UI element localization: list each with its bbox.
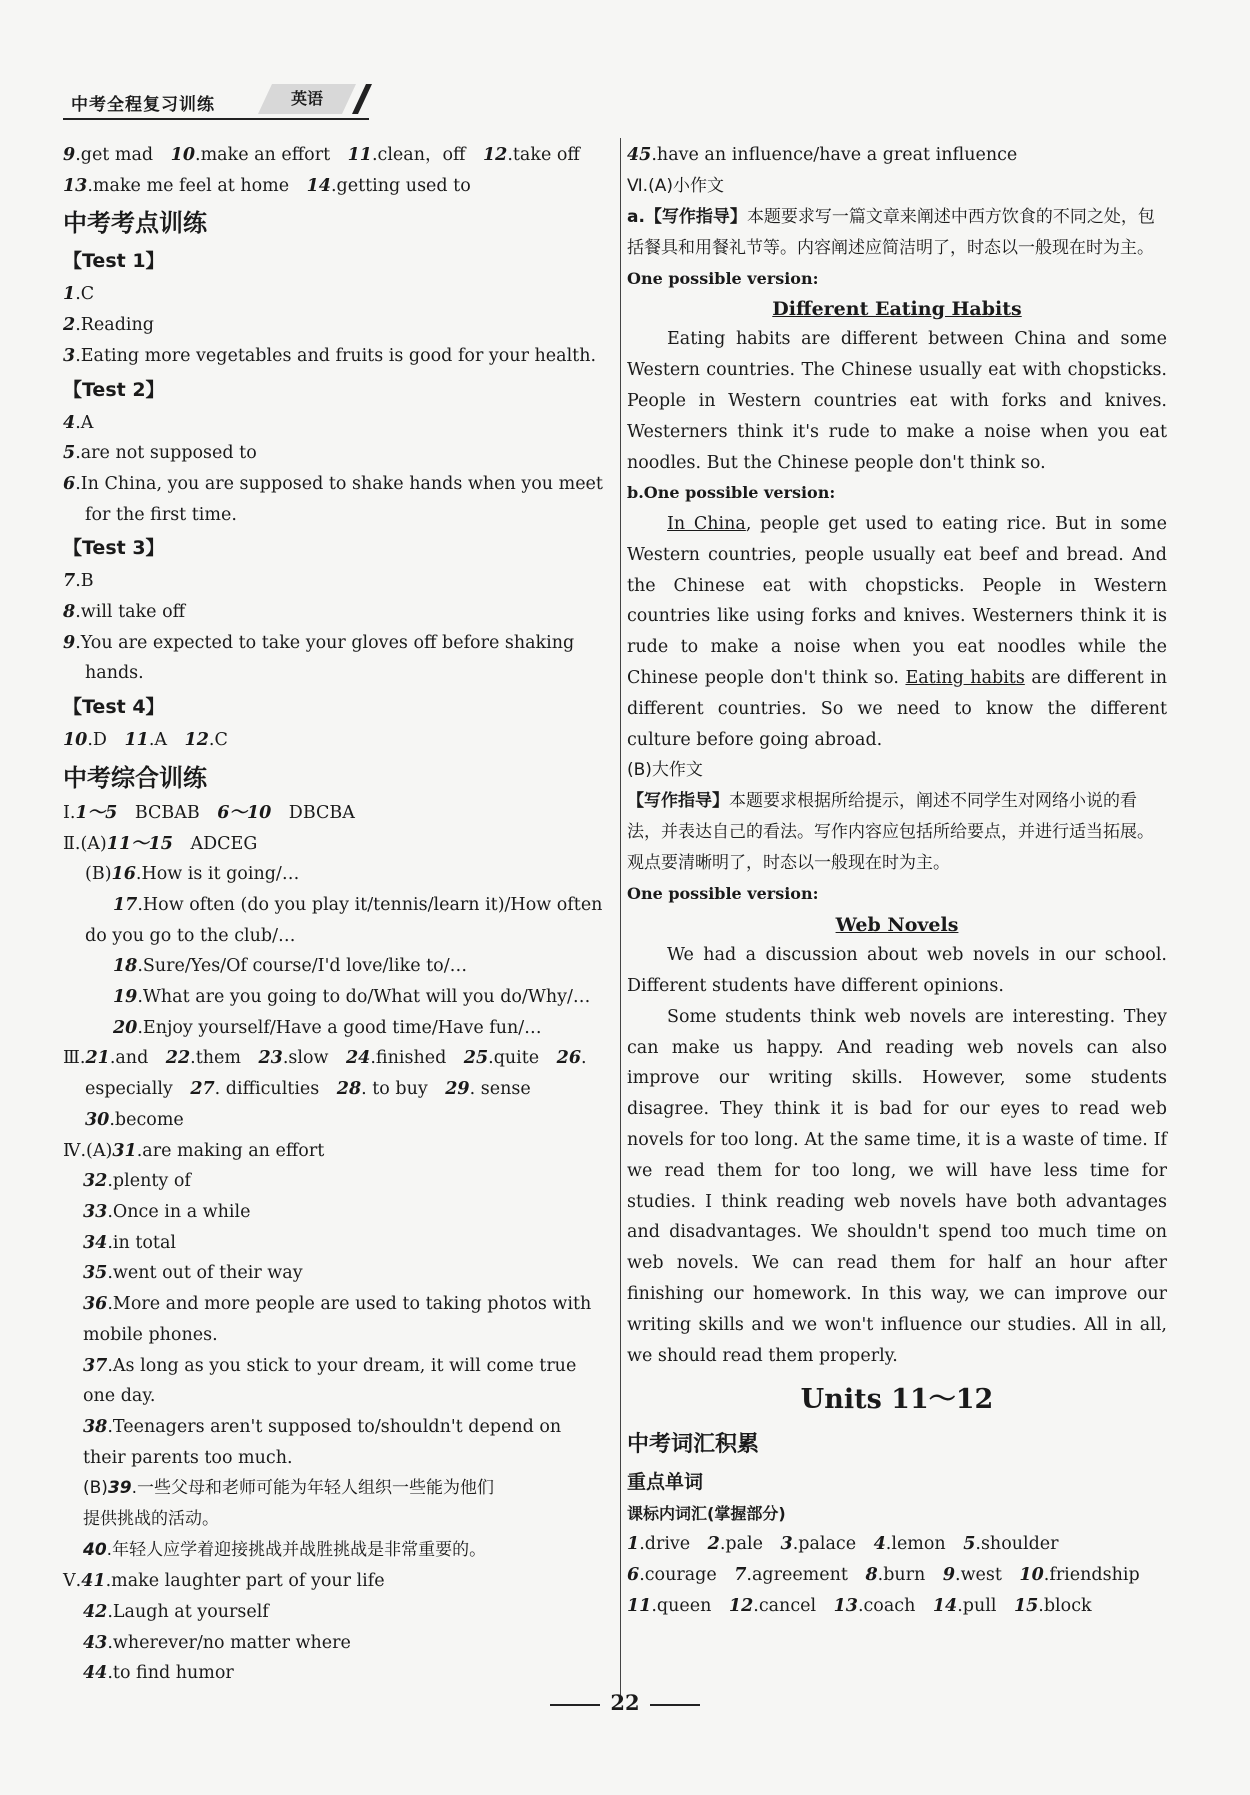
test-heading: 【Test 1】 <box>63 250 165 273</box>
unit-heading: Units 11～12 <box>800 1384 994 1416</box>
essay-paragraph: We had a discussion about web novels in our school. Different students have different opinions. <box>627 945 1167 996</box>
writing-guide: a.【写作指导】本题要求写一篇文章来阐述中西方饮食的不同之处，包括餐具和用餐礼节等。内容阐述应简洁明了，时态以一般现在时为主。 <box>627 206 1155 258</box>
section-heading: 中考综合训练 <box>63 763 207 792</box>
answer-line: 35.went out of their way <box>83 1263 303 1284</box>
answer-line: 9.get mad 10.make an effort 11.clean，off 12.take off <box>63 145 580 165</box>
answer-line: 5.are not supposed to <box>63 443 257 464</box>
section-label: Ⅵ.(A)小作文 <box>627 175 724 196</box>
word-line: 6.courage 7.agreement 8.burn 9.west 10.friendship <box>627 1565 1140 1586</box>
footer-ornament <box>650 1704 700 1706</box>
answer-line: Ⅳ.(A)31.are making an effort <box>63 1140 325 1161</box>
right-column <box>627 140 1167 1621</box>
answer-line: Ⅰ.1～5 BCBAB 6～10 DBCBA <box>63 802 355 823</box>
answer-line: 2.Reading <box>63 315 154 336</box>
answer-line: 10.D 11.A 12.C <box>63 730 228 751</box>
answer-line: 40.年轻人应学着迎接挑战并战胜挑战是非常重要的。 <box>83 1540 487 1561</box>
answer-line: 20.Enjoy yourself/Have a good time/Have fun/… <box>113 1017 542 1038</box>
answer-line: do you go to the club/… <box>85 925 296 946</box>
answer-line: 提供挑战的活动。 <box>83 1509 219 1530</box>
essay-paragraph: Eating habits are different between China and some Western countries. The Chinese usually eat with chopsticks. People in Western countries eat with forks and knives. Westerners think it's rude to make a noise when you eat noodles. But the Chinese people don't think so. <box>627 329 1167 473</box>
answer-line: 7.B <box>63 571 94 592</box>
test-heading: 【Test 4】 <box>63 696 165 719</box>
test-heading: 【Test 3】 <box>63 537 165 560</box>
answer-line: their parents too much. <box>83 1447 293 1468</box>
answer-line: 1.C <box>63 284 95 305</box>
answer-line: for the first time. <box>85 504 237 525</box>
essay-paragraph: In China, people get used to eating rice. But in some Western countries, people usually eat beef and bread. And the Chinese eat with chopsticks. People in Western countries like using forks and knives. Westerners think it is rude to make a noise when you eat noodles while the Chinese people don't think so. Eating habits are different in different countries. So we need to know the different culture before going abroad. <box>627 514 1168 750</box>
writing-guide: 【写作指导】本题要求根据所给提示，阐述不同学生对网络小说的看法，并表达自己的看法。写作内容应包括所给要点，并进行适当拓展。观点要清晰明了，时态以一般现在时为主。 <box>627 791 1154 874</box>
answer-line: 38.Teenagers aren't supposed to/shouldn't depend on <box>83 1416 562 1437</box>
possible-version-label: One possible version: <box>627 268 819 288</box>
answer-line: 33.Once in a while <box>83 1201 251 1222</box>
answer-line: 6.In China, you are supposed to shake hands when you meet <box>63 473 603 494</box>
answer-line: Ⅴ.41.make laughter part of your life <box>63 1571 385 1592</box>
answer-line: 45.have an influence/have a great influence <box>627 145 1018 165</box>
subject-tab: 英语 <box>258 84 356 114</box>
essay-title: Web Novels <box>835 914 959 937</box>
essay-title: Different Eating Habits <box>772 298 1022 321</box>
footer-ornament <box>550 1704 600 1706</box>
header-accent-bar <box>352 84 372 114</box>
word-line: 11.queen 12.cancel 13.coach 14.pull 15.block <box>627 1595 1092 1616</box>
subsection-heading: 课标内词汇(掌握部分) <box>627 1504 786 1524</box>
column-divider <box>620 138 621 1698</box>
section-label: (B)大作文 <box>627 760 703 781</box>
answer-line: 17.How often (do you play it/tennis/learn it)/How often <box>113 894 603 915</box>
possible-version-label: One possible version: <box>627 884 819 904</box>
possible-version-label: b.One possible version: <box>627 483 836 503</box>
answer-line: Ⅱ.(A)11～15 ADCEG <box>63 833 258 854</box>
answer-line: 36.More and more people are used to taking photos with <box>83 1294 592 1315</box>
left-column <box>63 140 608 1689</box>
book-title: 中考全程复习训练 <box>71 95 215 115</box>
section-heading: 中考考点训练 <box>63 209 207 238</box>
answer-line: 19.What are you going to do/What will you do/Why/… <box>113 987 591 1008</box>
answer-line: 32.plenty of <box>83 1171 191 1192</box>
answer-line: (B)16.How is it going/… <box>85 864 300 885</box>
word-line: 1.drive 2.pale 3.palace 4.lemon 5.shoulder <box>627 1534 1059 1555</box>
page-header <box>63 84 369 120</box>
answer-line: 3.Eating more vegetables and fruits is good for your health. <box>63 345 597 366</box>
answer-line: hands. <box>85 663 144 684</box>
answer-line: 34.in total <box>83 1232 176 1253</box>
answer-line: Ⅲ.21.and 22.them 23.slow 24.finished 25.quite 26. <box>63 1048 587 1069</box>
answer-line: 44.to find humor <box>83 1663 234 1684</box>
answer-line: 18.Sure/Yes/Of course/I'd love/like to/… <box>113 956 468 977</box>
answer-line: (B)39.一些父母和老师可能为年轻人组织一些能为他们 <box>83 1478 495 1499</box>
page-number: 22 <box>610 1690 640 1715</box>
essay-paragraph: Some students think web novels are interesting. They can make us happy. And reading web novels can also improve our writing skills. However, some students disagree. They think it is bad for our eyes to read web novels for too long. At the same time, it is a waste of time. If we read them for too long, we will have less time for studies. I think reading web novels have both advantages and disadvantages. We shouldn't spend too much time on web novels. We can read them for half an hour after finishing our homework. In this way, we can improve our writing skills and we won't influence our studies. All in all, we should read them properly. <box>627 1006 1167 1366</box>
answer-line: 30.become <box>85 1109 184 1130</box>
answer-line: 42.Laugh at yourself <box>83 1602 269 1623</box>
answer-line: 43.wherever/no matter where <box>83 1632 351 1653</box>
answer-line: 4.A <box>63 412 94 433</box>
page-number-footer <box>0 1690 1250 1715</box>
answer-line: 13.make me feel at home 14.getting used to <box>63 175 471 196</box>
answer-line: 9.You are expected to take your gloves off before shaking <box>63 632 575 653</box>
answer-line: 8.will take off <box>63 602 186 623</box>
test-heading: 【Test 2】 <box>63 378 165 401</box>
answer-line: one day. <box>83 1386 156 1407</box>
answer-line: 37.As long as you stick to your dream, it will come true <box>83 1355 577 1376</box>
answer-line: especially 27. difficulties 28. to buy 29. sense <box>85 1079 531 1100</box>
section-heading: 中考词汇积累 <box>627 1432 760 1458</box>
subsection-heading: 重点单词 <box>627 1471 704 1494</box>
answer-line: mobile phones. <box>83 1324 218 1345</box>
